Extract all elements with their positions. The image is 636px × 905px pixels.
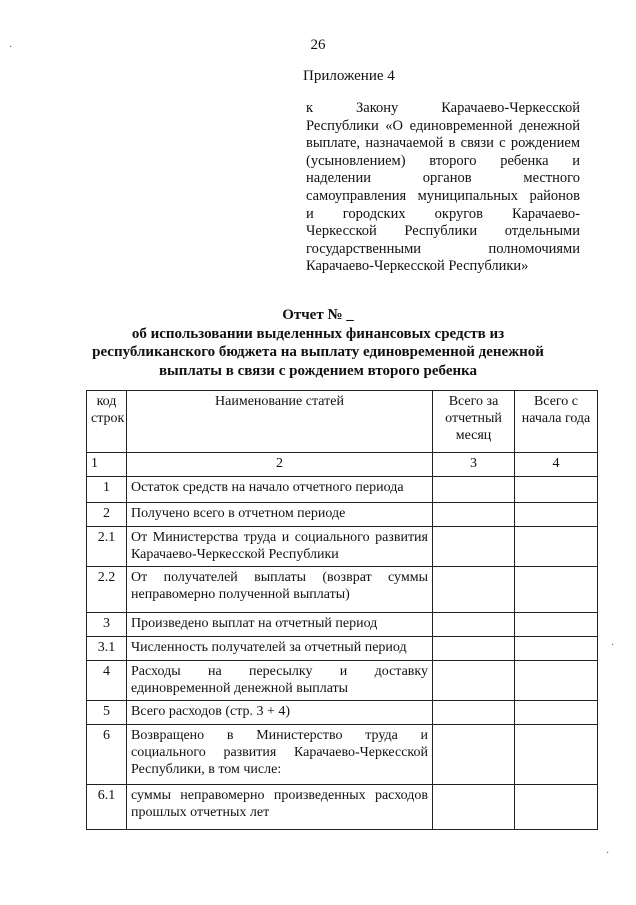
scan-speck: · (606, 848, 610, 859)
row-ytd-value (515, 613, 598, 637)
row-code: 3.1 (87, 637, 127, 661)
table-row (87, 701, 598, 725)
row-code: 4 (87, 661, 127, 701)
table-row (87, 785, 598, 830)
appendix-reference-line: Республики «О единовременной денежной (306, 117, 580, 134)
row-period-value (433, 613, 515, 637)
table-row (87, 725, 598, 785)
row-name: От Министерства труда и социального развития Карачаево-Черкесской Республики (127, 527, 433, 567)
table-row (87, 613, 598, 637)
appendix-reference-line: к Закону Карачаево-Черкесской (306, 100, 580, 116)
row-code: 2 (87, 503, 127, 527)
row-code: 1 (87, 477, 127, 503)
row-period-value (433, 477, 515, 503)
column-number: 4 (515, 453, 598, 477)
report-title (0, 306, 636, 380)
row-ytd-value (515, 503, 598, 527)
report-title-number: Отчет № _ (282, 307, 354, 323)
report-title-line: об использовании выделенных финансовых средств из (131, 325, 505, 342)
row-code: 6.1 (87, 785, 127, 830)
column-number: 3 (433, 453, 515, 477)
row-name: Возвращено в Министерство труда и социального развития Карачаево-Черкесской Республики, в том числе: (127, 725, 433, 785)
row-ytd-value (515, 477, 598, 503)
row-ytd-value (515, 637, 598, 661)
row-name: Остаток средств на начало отчетного периода (127, 477, 433, 503)
row-code: 2.1 (87, 527, 127, 567)
row-code: 5 (87, 701, 127, 725)
row-period-value (433, 637, 515, 661)
report-title-line: республиканского бюджета на выплату единовременной денежной (92, 344, 544, 360)
column-number: 1 (87, 453, 127, 477)
appendix-title: Приложение 4 (303, 68, 395, 84)
appendix-reference-line: Карачаево-Черкесской Республики» (306, 258, 529, 275)
table-row (87, 567, 598, 613)
header-period: Всего за отчетный месяц (433, 391, 515, 453)
table-row (87, 503, 598, 527)
row-name: Расходы на пересылку и доставку единовременной денежной выплаты (127, 661, 433, 701)
row-ytd-value (515, 527, 598, 567)
row-name: От получателей выплаты (возврат суммы неправомерно полученной выплаты) (127, 567, 433, 613)
row-period-value (433, 661, 515, 701)
table-row (87, 661, 598, 701)
row-period-value (433, 567, 515, 613)
row-ytd-value (515, 701, 598, 725)
appendix-reference-line: Черкесской Республики отдельными (306, 223, 580, 240)
appendix-reference (306, 100, 580, 276)
table-row (87, 637, 598, 661)
appendix-reference-line: государственными полномочиями (306, 240, 580, 257)
header-code: код строк (87, 391, 127, 453)
scan-speck: · (9, 42, 13, 53)
header-name: Наименование статей (127, 391, 433, 453)
row-period-value (433, 701, 515, 725)
table-row (87, 477, 598, 503)
row-code: 3 (87, 613, 127, 637)
appendix-reference-line: самоуправления муниципальных районов (306, 187, 580, 204)
row-name: Произведено выплат на отчетный период (127, 613, 433, 637)
row-period-value (433, 527, 515, 567)
appendix-reference-line: и городских округов Карачаево- (306, 205, 580, 222)
report-title-line: выплаты в связи с рождением второго ребенка (158, 362, 478, 379)
row-ytd-value (515, 785, 598, 830)
table-row (87, 527, 598, 567)
appendix-reference-line: (усыновлением) второго ребенка и (306, 152, 580, 169)
column-number: 2 (127, 453, 433, 477)
row-name: суммы неправомерно произведенных расходов прошлых отчетных лет (127, 785, 433, 830)
row-period-value (433, 725, 515, 785)
row-name: Численность получателей за отчетный период (127, 637, 433, 661)
row-ytd-value (515, 661, 598, 701)
page-number: 26 (310, 37, 326, 53)
table-column-number-row (87, 453, 598, 477)
report-table (86, 390, 598, 830)
appendix-reference-line: наделении органов местного (306, 170, 580, 187)
row-period-value (433, 503, 515, 527)
row-name: Всего расходов (стр. 3 + 4) (127, 701, 433, 725)
row-code: 2.2 (87, 567, 127, 613)
appendix-reference-line: выплате, назначаемой в связи с рождением (306, 135, 580, 152)
row-period-value (433, 785, 515, 830)
row-name: Получено всего в отчетном периоде (127, 503, 433, 527)
header-ytd: Всего с начала года (515, 391, 598, 453)
row-ytd-value (515, 567, 598, 613)
row-code: 6 (87, 725, 127, 785)
scan-speck: · (611, 640, 615, 651)
table-header-row (87, 391, 598, 453)
row-ytd-value (515, 725, 598, 785)
